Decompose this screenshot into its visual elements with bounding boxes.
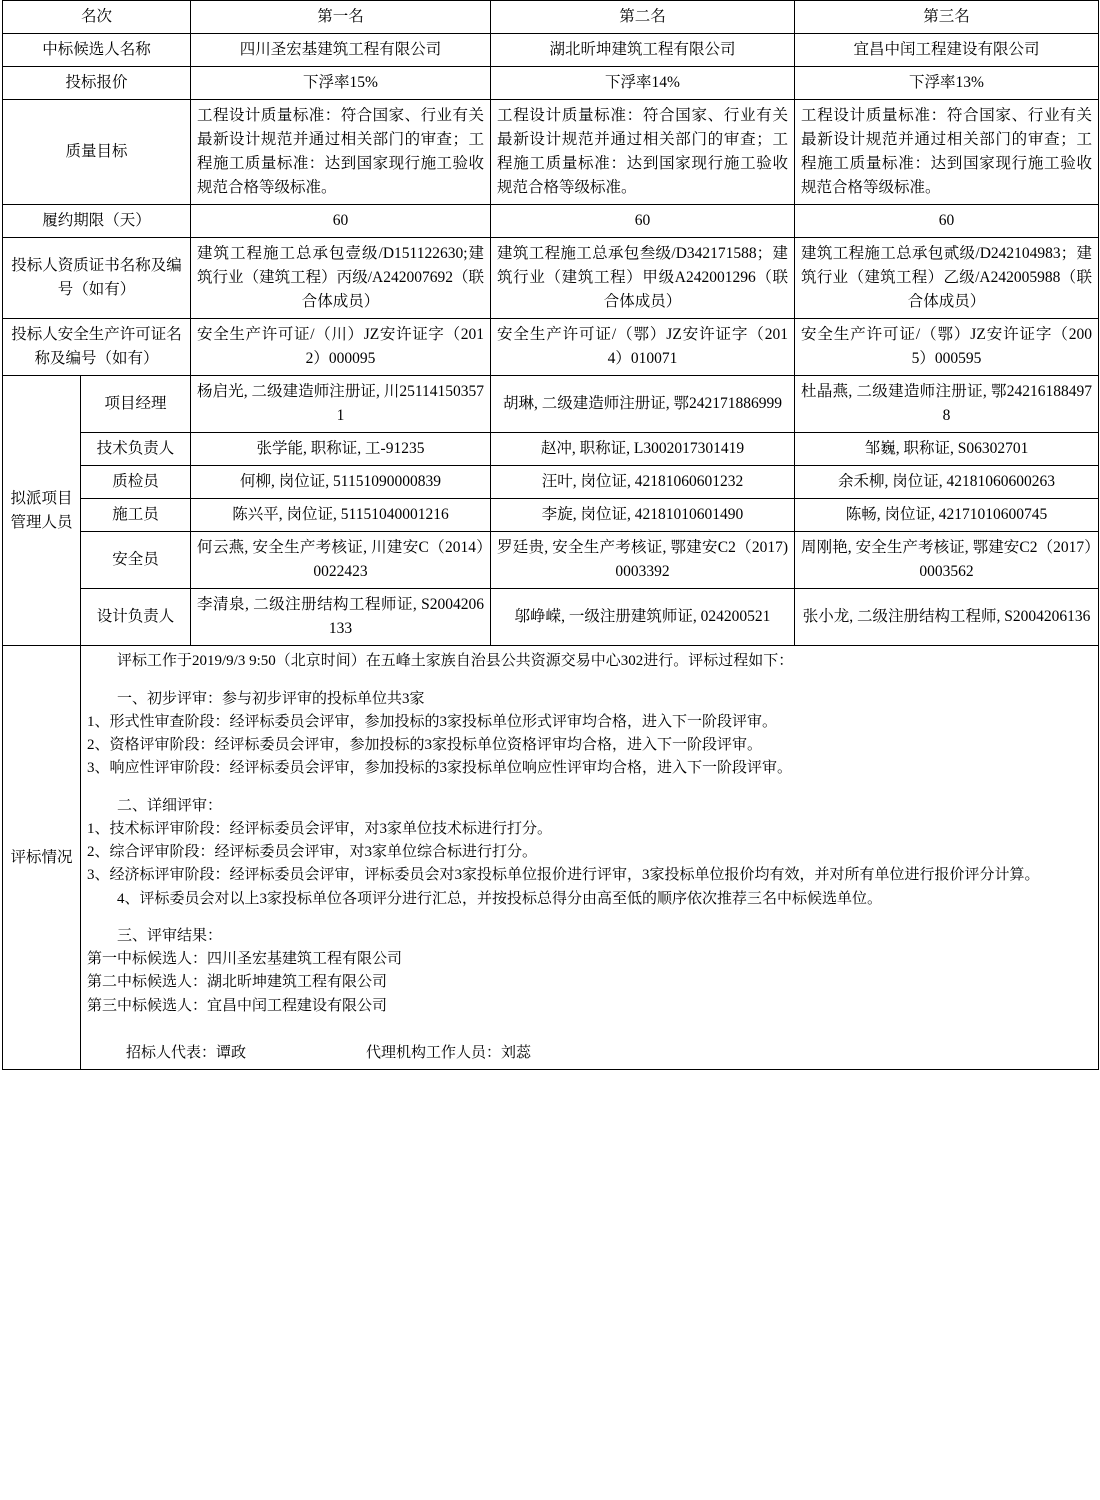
header-rank-2: 第二名 — [491, 1, 795, 34]
staff-quality-inspector-1: 何柳, 岗位证, 51151090000839 — [191, 466, 491, 499]
staff-quality-inspector-3: 余禾柳, 岗位证, 42181060600263 — [795, 466, 1099, 499]
spacer — [87, 674, 1092, 688]
staff-technical-lead-3: 邹巍, 职称证, S06302701 — [795, 433, 1099, 466]
staff-role-technical-lead: 技术负责人 — [81, 433, 191, 466]
bid-price-3: 下浮率13% — [795, 67, 1099, 100]
table-row-review-details — [3, 646, 1099, 1070]
staff-project-manager-3: 杜晶燕, 二级建造师注册证, 鄂242161884978 — [795, 376, 1099, 433]
table-row-candidate-name — [3, 34, 1099, 67]
table-row-staff-technical-lead — [3, 433, 1099, 466]
staff-construction-officer-3: 陈畅, 岗位证, 42171010600745 — [795, 499, 1099, 532]
review-section2-item-2: 2、综合评审阶段：经评标委员会评审，对3家单位综合标进行打分。 — [87, 844, 538, 861]
staff-technical-lead-1: 张学能, 职称证, 工-91235 — [191, 433, 491, 466]
row-label-bid-price: 投标报价 — [3, 67, 191, 100]
row-label-candidate-name: 中标候选人名称 — [3, 34, 191, 67]
review-section2-title: 二、详细评审： — [117, 797, 223, 814]
review-section1-item-1: 1、形式性审查阶段：经评标委员会评审，参加投标的3家投标单位形式评审均合格，进入下一阶段评审。 — [87, 713, 778, 730]
signature-agency-staff: 代理机构工作人员：刘蕊 — [366, 1044, 532, 1061]
table-row-staff-design-lead — [3, 589, 1099, 646]
staff-design-lead-3: 张小龙, 二级注册结构工程师, S2004206136 — [795, 589, 1099, 646]
staff-role-safety-officer: 安全员 — [81, 532, 191, 589]
staff-role-quality-inspector: 质检员 — [81, 466, 191, 499]
header-rank-label: 名次 — [3, 1, 191, 34]
table-header-row — [3, 1, 1099, 34]
staff-role-construction-officer: 施工员 — [81, 499, 191, 532]
quality-target-1: 工程设计质量标准：符合国家、行业有关最新设计规范并通过相关部门的审查；工程施工质量标准：达到国家现行施工验收规范合格等级标准。 — [191, 100, 491, 205]
row-label-quality-target: 质量目标 — [3, 100, 191, 205]
spacer — [87, 911, 1092, 925]
row-label-safety-permit: 投标人安全生产许可证名称及编号（如有） — [3, 319, 191, 376]
staff-project-manager-1: 杨启光, 二级建造师注册证, 川251141503571 — [191, 376, 491, 433]
staff-construction-officer-1: 陈兴平, 岗位证, 51151040001216 — [191, 499, 491, 532]
staff-design-lead-2: 邬峥嵘, 一级注册建筑师证, 024200521 — [491, 589, 795, 646]
header-rank-1: 第一名 — [191, 1, 491, 34]
review-intro: 评标工作于2019/9/3 9:50（北京时间）在五峰土家族自治县公共资源交易中心302进行。评标过程如下： — [117, 653, 794, 670]
staff-role-project-manager: 项目经理 — [81, 376, 191, 433]
staff-project-manager-2: 胡琳, 二级建造师注册证, 鄂242171886999 — [491, 376, 795, 433]
review-section1-item-3: 3、响应性评审阶段：经评标委员会评审，参加投标的3家投标单位响应性评审均合格，进入下一阶段评审。 — [87, 760, 793, 777]
staff-role-design-lead: 设计负责人 — [81, 589, 191, 646]
bid-price-2: 下浮率14% — [491, 67, 795, 100]
table-row-quality-target — [3, 100, 1099, 205]
review-section1-item-2: 2、资格评审阶段：经评标委员会评审，参加投标的3家投标单位资格评审均合格，进入下一阶段评审。 — [87, 737, 763, 754]
quality-target-3: 工程设计质量标准：符合国家、行业有关最新设计规范并通过相关部门的审查；工程施工质量标准：达到国家现行施工验收规范合格等级标准。 — [795, 100, 1099, 205]
spacer — [87, 781, 1092, 795]
staff-safety-officer-3: 周刚艳, 安全生产考核证, 鄂建安C2（2017）0003562 — [795, 532, 1099, 589]
duration-1: 60 — [191, 205, 491, 238]
review-section3-title: 三、评审结果： — [117, 927, 223, 944]
row-label-qualification-cert: 投标人资质证书名称及编号（如有） — [3, 238, 191, 319]
review-section2-item-1: 1、技术标评审阶段：经评标委员会评审，对3家单位技术标进行打分。 — [87, 820, 553, 837]
staff-design-lead-1: 李清泉, 二级注册结构工程师证, S2004206133 — [191, 589, 491, 646]
bid-price-1: 下浮率15% — [191, 67, 491, 100]
table-row-safety-permit — [3, 319, 1099, 376]
header-rank-3: 第三名 — [795, 1, 1099, 34]
qualification-cert-1: 建筑工程施工总承包壹级/D151122630;建筑行业（建筑工程）丙级/A242007692（联合体成员） — [191, 238, 491, 319]
row-label-review-details: 评标情况 — [3, 646, 81, 1070]
review-section2-item-4: 4、评标委员会对以上3家投标单位各项评分进行汇总，并按投标总得分由高至低的顺序依次推荐三名中标候选单位。 — [117, 890, 883, 907]
table-row-staff-safety-officer — [3, 532, 1099, 589]
staff-safety-officer-2: 罗廷贵, 安全生产考核证, 鄂建安C2（2017)0003392 — [491, 532, 795, 589]
duration-3: 60 — [795, 205, 1099, 238]
staff-technical-lead-2: 赵冲, 职称证, L3002017301419 — [491, 433, 795, 466]
table-row-qualification-cert — [3, 238, 1099, 319]
review-section3-item-2: 第二中标候选人：湖北昕坤建筑工程有限公司 — [87, 974, 388, 991]
duration-2: 60 — [491, 205, 795, 238]
safety-permit-2: 安全生产许可证/（鄂）JZ安许证字（2014）010071 — [491, 319, 795, 376]
safety-permit-1: 安全生产许可证/（川）JZ安许证字（2012）000095 — [191, 319, 491, 376]
row-label-staff-group: 拟派项目管理人员 — [3, 376, 81, 646]
qualification-cert-3: 建筑工程施工总承包贰级/D242104983；建筑行业（建筑工程）乙级/A242005988（联合体成员） — [795, 238, 1099, 319]
row-label-duration: 履约期限（天） — [3, 205, 191, 238]
candidate-name-2: 湖北昕坤建筑工程有限公司 — [491, 34, 795, 67]
safety-permit-3: 安全生产许可证/（鄂）JZ安许证字（2005）000595 — [795, 319, 1099, 376]
staff-quality-inspector-2: 汪叶, 岗位证, 42181060601232 — [491, 466, 795, 499]
table-row-staff-quality-inspector — [3, 466, 1099, 499]
candidate-name-3: 宜昌中闰工程建设有限公司 — [795, 34, 1099, 67]
table-row-staff-project-manager — [3, 376, 1099, 433]
bid-candidates-table — [2, 0, 1099, 1070]
review-section1-title: 一、初步评审：参与初步评审的投标单位共3家 — [117, 690, 425, 707]
staff-safety-officer-1: 何云燕, 安全生产考核证, 川建安C（2014）0022423 — [191, 532, 491, 589]
table-row-duration — [3, 205, 1099, 238]
table-row-staff-construction-officer — [3, 499, 1099, 532]
review-section3-item-3: 第三中标候选人：宜昌中闰工程建设有限公司 — [87, 997, 388, 1014]
qualification-cert-2: 建筑工程施工总承包叁级/D342171588；建筑行业（建筑工程）甲级A242001296（联合体成员） — [491, 238, 795, 319]
signature-tenderer-representative: 招标人代表：谭政 — [126, 1044, 247, 1061]
review-section3-item-1: 第一中标候选人：四川圣宏基建筑工程有限公司 — [87, 951, 403, 968]
quality-target-2: 工程设计质量标准：符合国家、行业有关最新设计规范并通过相关部门的审查；工程施工质量标准：达到国家现行施工验收规范合格等级标准。 — [491, 100, 795, 205]
review-section2-item-3: 3、经济标评审阶段：经评标委员会评审，评标委员会对3家投标单位报价进行评审，3家投标单位报价均有效，并对所有单位进行报价评分计算。 — [87, 867, 1040, 884]
signature-row — [87, 1042, 1092, 1065]
candidate-name-1: 四川圣宏基建筑工程有限公司 — [191, 34, 491, 67]
table-row-bid-price — [3, 67, 1099, 100]
staff-construction-officer-2: 李旋, 岗位证, 42181010601490 — [491, 499, 795, 532]
review-details-body — [81, 646, 1099, 1070]
